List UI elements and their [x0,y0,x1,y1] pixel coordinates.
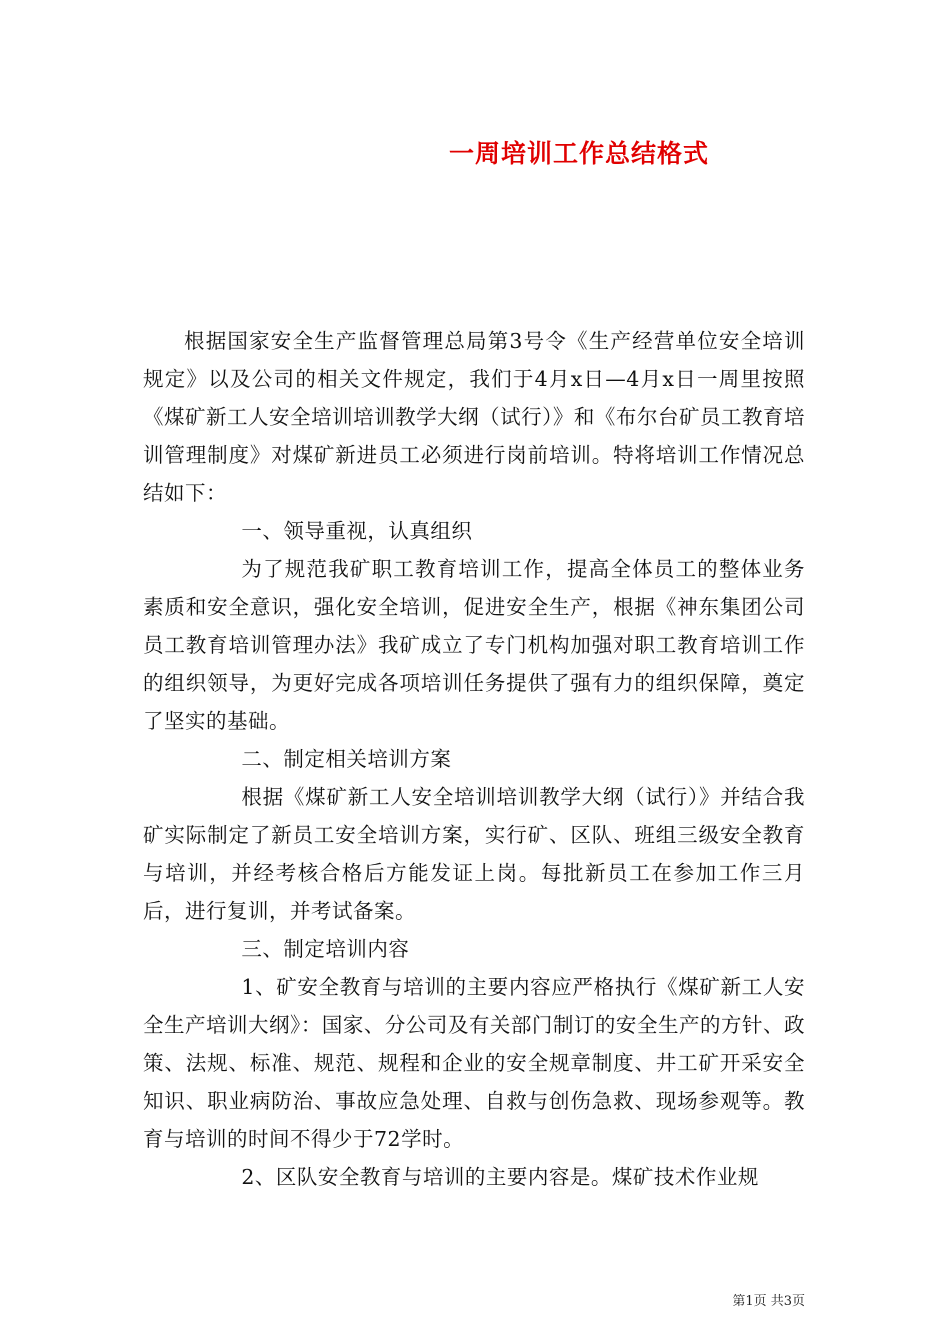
document-body [143,322,805,1196]
page-number: 第1页 共3页 [732,1294,805,1309]
section-heading-1: 一、领导重视，认真组织 [241,519,473,543]
paragraph-section-2: 根据《煤矿新工人安全培训培训教学大纲（试行）》并结合我矿实际制定了新员工安全培训方案，实行矿、区队、班组三级安全教育与培训，并经考核合格后方能发证上岗。每批新员工在参加工作三月后，进行复训，并考试备案。 [143,785,805,923]
paragraph-item-1: 1、矿安全教育与培训的主要内容应严格执行《煤矿新工人安全生产培训大纲》：国家、分公司及有关部门制订的安全生产的方针、政策、法规、标准、规范、规程和企业的安全规章制度、井工矿开采安全知识、职业病防治、事故应急处理、自救与创伤急救、现场参观等。教育与培训的时间不得少于72学时。 [143,975,805,1151]
paragraph-intro: 根据国家安全生产监督管理总局第3号令《生产经营单位安全培训规定》以及公司的相关文件规定，我们于4月x日—4月x日一周里按照《煤矿新工人安全培训培训教学大纲（试行）》和《布尔台矿员工教育培训管理制度》对煤矿新进员工必须进行岗前培训。特将培训工作情况总结如下： [143,329,805,505]
paragraph-item-2: 2、区队安全教育与培训的主要内容是。煤矿技术作业规 [241,1165,759,1189]
section-heading-2: 二、制定相关培训方案 [241,747,452,771]
paragraph-section-1: 为了规范我矿职工教育培训工作，提高全体员工的整体业务素质和安全意识，强化安全培训，促进安全生产，根据《神东集团公司员工教育培训管理办法》我矿成立了专门机构加强对职工教育培训工作的组织领导，为更好完成各项培训任务提供了强有力的组织保障，奠定了坚实的基础。 [143,557,805,733]
section-heading-3: 三、制定培训内容 [241,937,410,961]
document-title: 一周培训工作总结格式 [449,139,710,168]
